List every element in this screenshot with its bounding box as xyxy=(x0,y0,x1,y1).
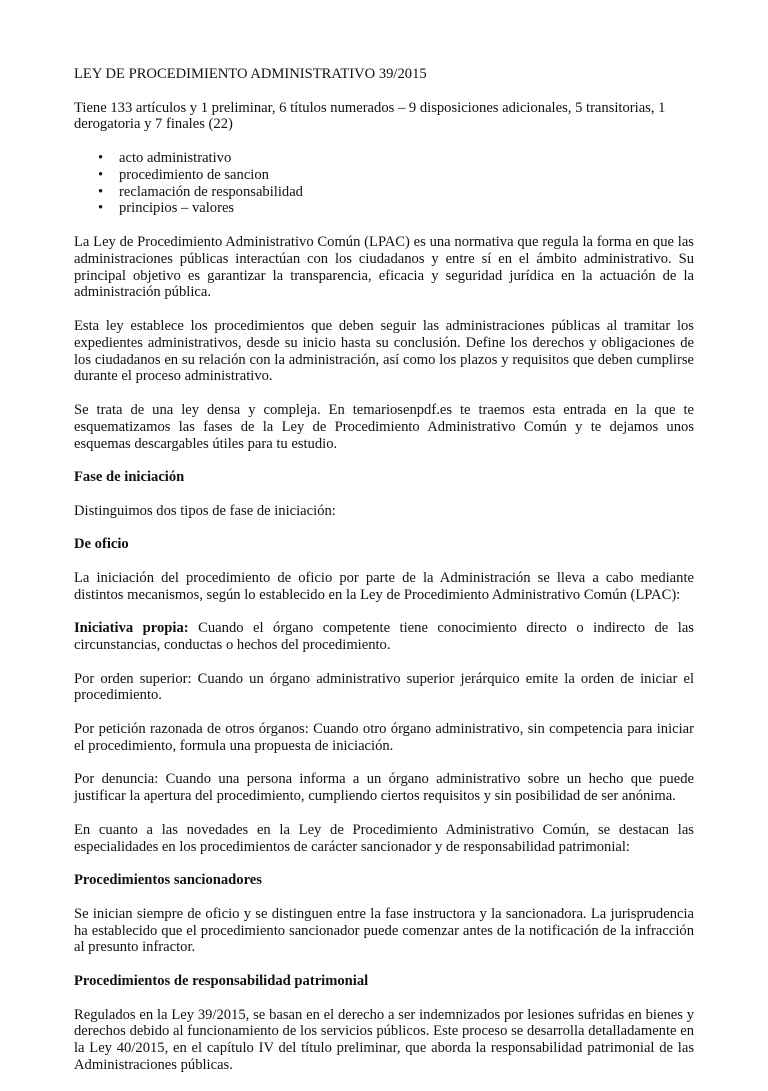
list-item xyxy=(74,167,694,184)
document-title: LEY DE PROCEDIMIENTO ADMINISTRATIVO 39/2015 xyxy=(74,66,427,82)
list-item xyxy=(74,150,694,167)
paragraph-lpac: La Ley de Procedimiento Administrativo Común (LPAC) es una normativa que regula la forma en que las administraciones públicas interactúan con los ciudadanos y entre sí en el ámbito administrativo. Su principal objetivo es garantizar la transparencia, eficacia y seguridad jurídica en la actuación de la administración pública. xyxy=(74,233,694,301)
mecanismo-text: Cuando el órgano competente tiene conocimiento directo o indirecto de las circunstancias, conductas o hechos del procedimiento. xyxy=(74,620,694,654)
mecanismo-denuncia: Por denuncia: Cuando una persona informa a un órgano administrativo sobre un hecho que puede justificar la apertura del procedimiento, cumpliendo ciertos requisitos y sin posibilidad de ser anónima. xyxy=(74,771,694,805)
bullet-icon: • xyxy=(98,200,104,217)
section-heading: Procedimientos de responsabilidad patrimonial xyxy=(74,973,369,990)
section-heading: Fase de iniciación xyxy=(74,469,185,486)
document-page xyxy=(74,66,694,1091)
paragraph-procedimientos: Esta ley establece los procedimientos que deben seguir las administraciones públicas al tramitar los expedientes administrativos, desde su inicio hasta su conclusión. Define los derechos y obligaciones de los ciudadanos en su relación con la administración, así como los plazos y requisitos que deben cumplirse durante el proceso administrativo. xyxy=(74,317,694,385)
list-item-text: acto administrativo xyxy=(119,149,232,166)
paragraph-temario: Se trata de una ley densa y compleja. En temariosenpdf.es te traemos esta entrada en la que te esquematizamos las fases de la Ley de Procedimiento Administrativo Común y te dejamos unos esquemas descargables útiles para tu estudio. xyxy=(74,401,694,452)
list-item-text: principios – valores xyxy=(119,200,235,217)
intro-paragraph: Tiene 133 artículos y 1 preliminar, 6 títulos numerados – 9 disposiciones adicionales, 5 transitorias, 1 derogatoria y 7 finales (22) xyxy=(74,99,666,133)
bullet-icon: • xyxy=(98,183,104,200)
mecanismo-iniciativa-propia xyxy=(74,620,694,654)
section-text: Se inician siempre de oficio y se distinguen entre la fase instructora y la sancionadora. La jurisprudencia ha establecido que el procedimiento sancionador puede comenzar antes de la notificación de la infracción al presunto infractor. xyxy=(74,905,694,956)
section-fase-iniciacion xyxy=(74,469,694,519)
paragraph-novedades: En cuanto a las novedades en la Ley de Procedimiento Administrativo Común, se destacan las especialidades en los procedimientos de carácter sancionador y de responsabilidad patrimonial: xyxy=(74,821,694,855)
section-sancionadores xyxy=(74,872,694,956)
section-responsabilidad xyxy=(74,973,694,1074)
section-text: Distinguimos dos tipos de fase de iniciación: xyxy=(74,502,336,519)
section-mecanismos xyxy=(74,620,694,855)
topic-list xyxy=(74,150,694,217)
list-item xyxy=(74,200,694,217)
bullet-icon: • xyxy=(98,149,104,166)
section-text: La iniciación del procedimiento de oficio por parte de la Administración se lleva a cabo mediante distintos mecanismos, según lo establecido en la Ley de Procedimiento Administrativo Común (LPAC): xyxy=(74,569,694,603)
section-de-oficio xyxy=(74,536,694,603)
section-text: Regulados en la Ley 39/2015, se basan en el derecho a ser indemnizados por lesiones sufridas en bienes y derechos debido al funcionamiento de los servicios públicos. Este proceso se desarrolla detalladamente en la Ley 40/2015, en el capítulo IV del título preliminar, que aborda la responsabilidad patrimonial de las Administraciones públicas. xyxy=(74,1006,694,1074)
mecanismo-orden-superior: Por orden superior: Cuando un órgano administrativo superior jerárquico emite la orden de iniciar el procedimiento. xyxy=(74,670,694,704)
list-item-text: reclamación de responsabilidad xyxy=(119,183,303,200)
mecanismo-label: Iniciativa propia: xyxy=(74,620,189,637)
section-heading: De oficio xyxy=(74,536,129,553)
mecanismo-peticion: Por petición razonada de otros órganos: Cuando otro órgano administrativo, sin competencia para iniciar el procedimiento, formula una propuesta de iniciación. xyxy=(74,721,694,754)
list-item xyxy=(74,184,694,201)
list-item-text: procedimiento de sancion xyxy=(119,166,269,183)
section-heading: Procedimientos sancionadores xyxy=(74,872,262,889)
bullet-icon: • xyxy=(98,166,104,183)
